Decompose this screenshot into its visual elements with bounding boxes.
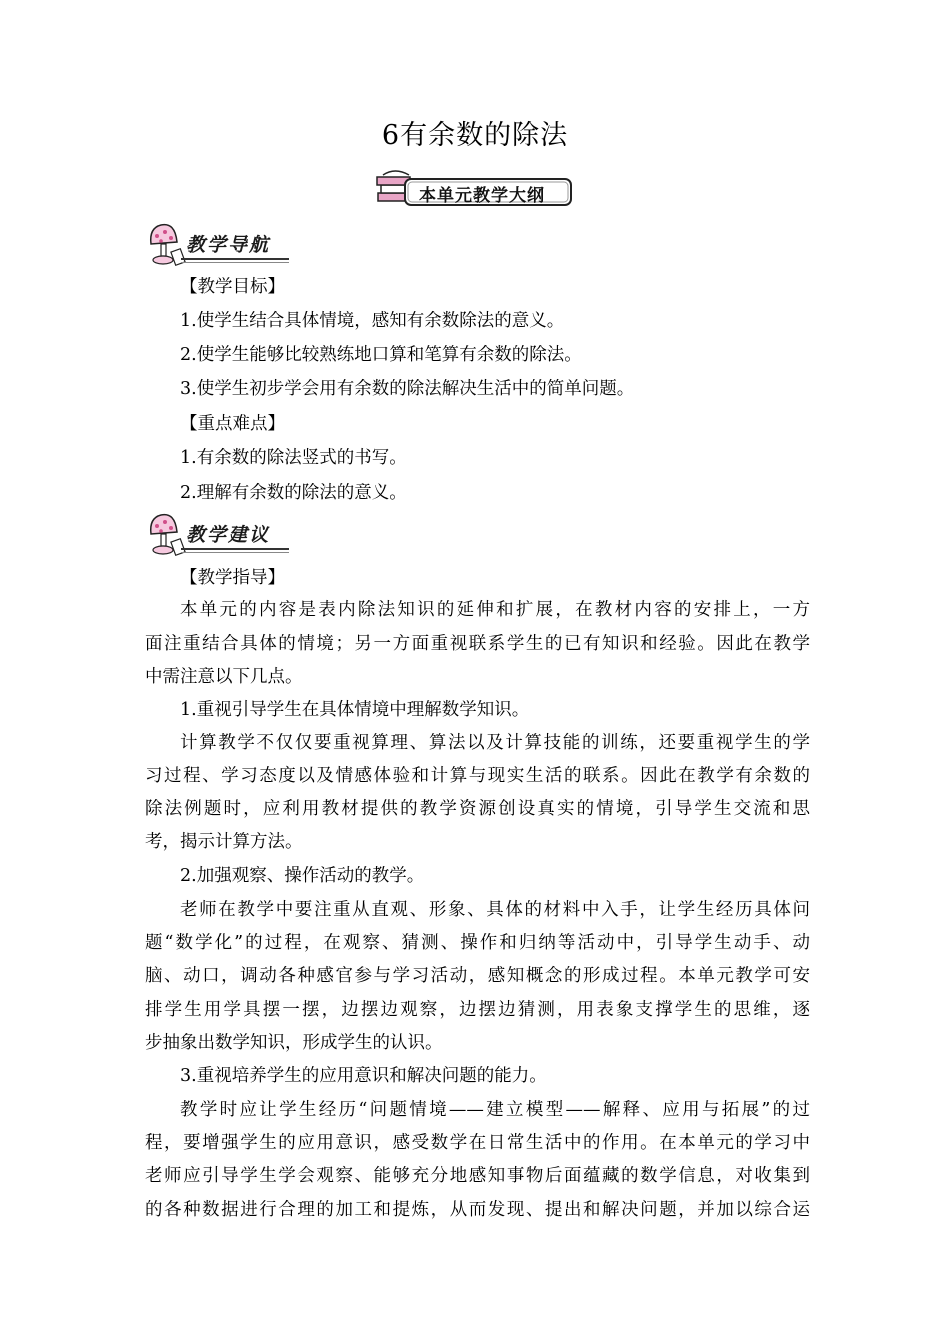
paragraph-line: 教学时应让学生经历“问题情境——建立模型——解释、应用与拓展”的过 (180, 1100, 810, 1120)
key-point-item: 2.理解有余数的除法的意义。 (180, 483, 407, 503)
banner-label: 本单元教学大纲 (419, 186, 545, 206)
heading-teaching-goals: 【教学目标】 (180, 277, 285, 297)
goal-item: 3.使学生初步学会用有余数的除法解决生活中的简单问题。 (180, 379, 635, 399)
numbered-point: 3.重视培养学生的应用意识和解决问题的能力。 (180, 1066, 547, 1086)
paragraph-line: 考，揭示计算方法。 (145, 832, 303, 852)
paragraph-line: 步抽象出数学知识，形成学生的认识。 (145, 1033, 443, 1053)
paragraph-line: 老师在教学中要注重从直观、形象、具体的材料中入手，让学生经历具体问 (180, 900, 810, 920)
section-label: 教学导航 (186, 234, 271, 256)
paragraph-line: 本单元的内容是表内除法知识的延伸和扩展，在教材内容的安排上，一方 (180, 600, 810, 620)
heading-key-points: 【重点难点】 (180, 414, 285, 434)
paragraph-line: 的各种数据进行合理的加工和提炼，从而发现、提出和解决问题，并加以综合运 (145, 1200, 810, 1220)
numbered-point: 1.重视引导学生在具体情境中理解数学知识。 (180, 700, 530, 720)
section-header-teaching-suggestions (143, 512, 293, 562)
paragraph-line: 程，要增强学生的应用意识，感受数学在日常生活中的作用。在本单元的学习中 (145, 1133, 810, 1153)
paragraph-line: 老师应引导学生学会观察、能够充分地感知事物后面蕴藏的数学信息，对收集到 (145, 1166, 810, 1186)
goal-item: 1.使学生结合具体情境，感知有余数除法的意义。 (180, 311, 565, 331)
heading-teaching-guidance: 【教学指导】 (180, 568, 285, 588)
goal-item: 2.使学生能够比较熟练地口算和笔算有余数的除法。 (180, 345, 582, 365)
numbered-point: 2.加强观察、操作活动的教学。 (180, 866, 425, 886)
paragraph-line: 题“数学化”的过程，在观察、猜测、操作和归纳等活动中，引导学生动手、动 (145, 933, 810, 953)
section-underline (181, 258, 289, 260)
section-underline-thin (181, 262, 289, 263)
paragraph-line: 排学生用学具摆一摆，边摆边观察，边摆边猜测，用表象支撑学生的思维，逐 (145, 1000, 810, 1020)
section-header-teaching-navigation (143, 222, 293, 272)
paragraph-line: 除法例题时，应利用教材提供的教学资源创设真实的情境，引导学生交流和思 (145, 799, 810, 819)
key-point-item: 1.有余数的除法竖式的书写。 (180, 448, 407, 468)
section-label: 教学建议 (186, 524, 271, 546)
paragraph-line: 面注重结合具体的情境；另一方面重视联系学生的已有知识和经验。因此在教学 (145, 634, 810, 654)
section-underline (181, 548, 289, 550)
unit-outline-banner (375, 169, 575, 211)
paragraph-line: 中需注意以下几点。 (145, 667, 303, 687)
paragraph-line: 习过程、学习态度以及情感体验和计算与现实生活的联系。因此在教学有余数的 (145, 766, 810, 786)
section-underline-thin (181, 552, 289, 553)
paragraph-line: 脑、动口，调动各种感官参与学习活动，感知概念的形成过程。本单元教学可安 (145, 966, 810, 986)
paragraph-line: 计算教学不仅仅要重视算理、算法以及计算技能的训练，还要重视学生的学 (180, 733, 810, 753)
page-title: 6有余数的除法 (381, 120, 569, 151)
